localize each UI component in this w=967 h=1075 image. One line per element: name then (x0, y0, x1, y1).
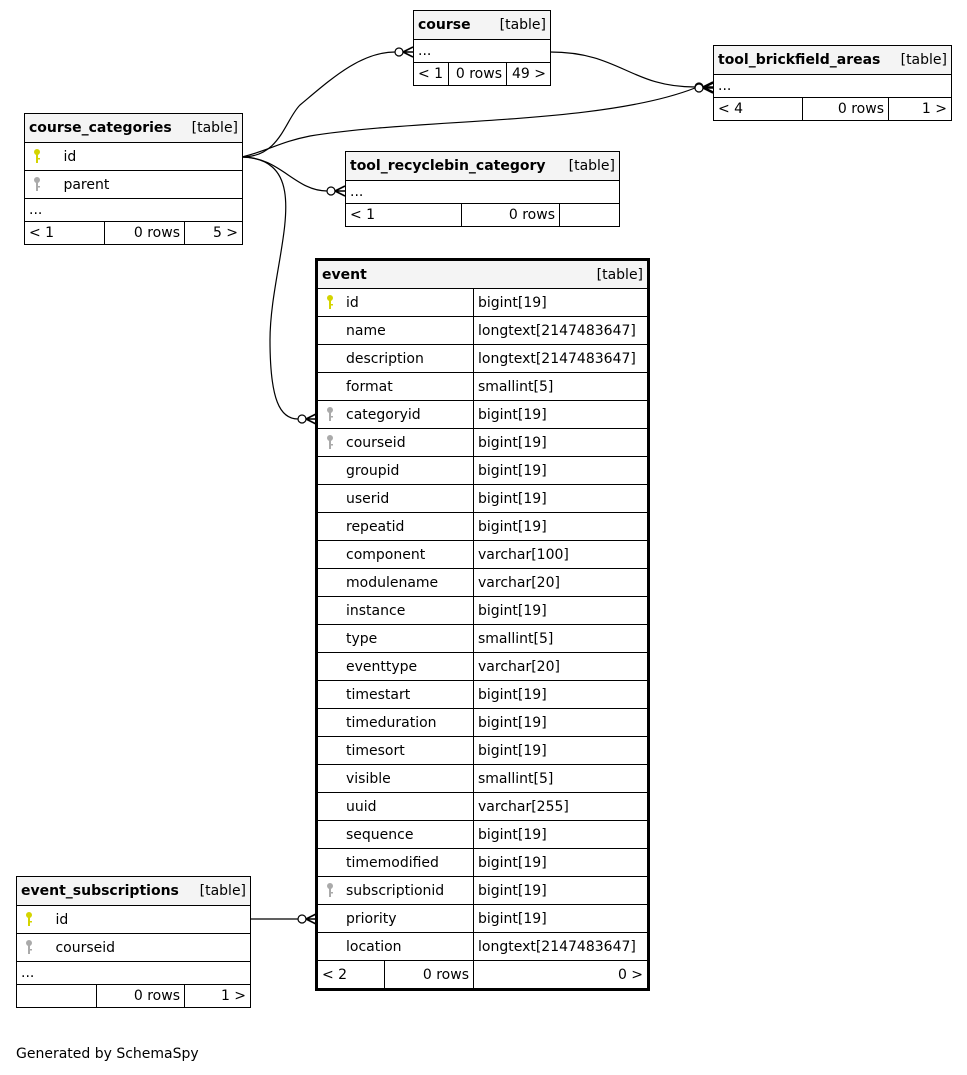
column-name: userid (346, 490, 390, 507)
column-name: id (346, 295, 359, 311)
row-count: 0 rows (385, 961, 474, 990)
table-type: [table] (499, 17, 547, 33)
line-categories-to-brickfield (242, 88, 695, 157)
column-name: subscriptionid (346, 883, 445, 899)
column-name: eventtype (346, 658, 418, 675)
column-name: timestart (346, 686, 411, 703)
column-name-cell (317, 933, 474, 961)
crows-foot-brickfield-b (695, 83, 713, 93)
parents-count: < 1 (25, 222, 105, 245)
crows-foot-event-subscriptionid (298, 914, 316, 924)
column-name-cell (317, 597, 474, 625)
column-name: timeduration (346, 714, 437, 731)
table-header (346, 152, 620, 181)
ellipsis-row: ... (17, 962, 251, 985)
column-name-cell (317, 429, 474, 457)
table-header (414, 11, 551, 40)
column-row[interactable] (317, 793, 649, 821)
column-name: type (346, 630, 378, 647)
column-name: visible (346, 770, 391, 787)
column-datatype: bigint[19] (474, 821, 649, 849)
parents-count (17, 985, 97, 1008)
line-categories-to-course (242, 52, 395, 157)
column-name-cell (317, 485, 474, 513)
children-count: 0 > (474, 961, 649, 990)
table-event-subscriptions[interactable] (16, 876, 251, 1008)
generated-by-footer: Generated by SchemaSpy (16, 1046, 199, 1062)
column-row[interactable] (317, 457, 649, 485)
column-name: description (346, 350, 424, 367)
foreign-key-icon (322, 434, 346, 451)
column-row[interactable] (317, 849, 649, 877)
column-datatype: smallint[5] (474, 765, 649, 793)
crows-foot-event-categoryid (298, 414, 316, 424)
ellipsis-row: ... (414, 40, 551, 63)
ellipsis-row: ... (25, 199, 243, 222)
column-name: location (346, 938, 402, 955)
column-row[interactable] (317, 317, 649, 345)
row-count: 0 rows (105, 222, 185, 245)
column-name-cell (317, 821, 474, 849)
column-name-cell (317, 289, 474, 317)
table-type: [table] (900, 52, 947, 68)
line-categories-to-recyclebin (242, 157, 327, 191)
column-name-cell (317, 877, 474, 905)
parents-count: < 4 (714, 98, 803, 121)
column-datatype: longtext[2147483647] (474, 317, 649, 345)
column-name: timesort (346, 742, 405, 759)
column-name-cell (317, 849, 474, 877)
column-name: component (346, 546, 426, 563)
table-name: tool_recyclebin_category (350, 158, 546, 174)
column-row[interactable] (317, 709, 649, 737)
column-name-cell (317, 401, 474, 429)
column-name: parent (63, 177, 110, 193)
column-row[interactable] (317, 905, 649, 933)
ellipsis-row: ... (714, 75, 952, 98)
ellipsis-row: ... (346, 181, 620, 204)
column-datatype: bigint[19] (474, 457, 649, 485)
primary-key-icon (21, 911, 51, 928)
column-name: id (63, 149, 77, 165)
column-datatype: smallint[5] (474, 625, 649, 653)
primary-key-icon (322, 294, 346, 311)
column-datatype: bigint[19] (474, 877, 649, 905)
table-course[interactable] (413, 10, 551, 86)
column-name: repeatid (346, 518, 405, 535)
table-tool-brickfield-areas[interactable] (713, 45, 952, 121)
column-datatype: bigint[19] (474, 597, 649, 625)
parents-count: < 2 (317, 961, 385, 990)
column-name: sequence (346, 826, 414, 843)
column-name-cell (317, 625, 474, 653)
column-name: courseid (55, 940, 116, 956)
table-name: event (322, 266, 367, 283)
column-datatype: longtext[2147483647] (474, 933, 649, 961)
column-row[interactable] (317, 289, 649, 317)
column-name-cell (317, 541, 474, 569)
column-row[interactable] (317, 653, 649, 681)
column-datatype: smallint[5] (474, 373, 649, 401)
table-type: [table] (596, 266, 644, 283)
column-name-cell (317, 793, 474, 821)
column-row[interactable] (317, 485, 649, 513)
column-row[interactable] (317, 821, 649, 849)
column-datatype: bigint[19] (474, 905, 649, 933)
column-row[interactable] (317, 765, 649, 793)
table-type: [table] (191, 120, 239, 136)
column-name-cell (317, 373, 474, 401)
column-name: courseid (346, 435, 406, 451)
children-count: 49 > (507, 63, 551, 86)
column-datatype: bigint[19] (474, 681, 649, 709)
table-type: [table] (568, 158, 616, 174)
table-event[interactable] (315, 258, 650, 991)
column-row[interactable] (17, 906, 251, 934)
column-row[interactable] (317, 513, 649, 541)
column-row[interactable] (317, 541, 649, 569)
column-name-cell (317, 737, 474, 765)
column-name-cell (317, 345, 474, 373)
column-datatype: bigint[19] (474, 849, 649, 877)
children-count: 5 > (185, 222, 243, 245)
column-name: name (346, 322, 386, 339)
table-header (25, 114, 243, 143)
row-count: 0 rows (449, 63, 507, 86)
table-name: tool_brickfield_areas (718, 52, 881, 68)
column-row[interactable] (17, 934, 251, 962)
column-datatype: varchar[20] (474, 653, 649, 681)
foreign-key-icon (322, 882, 346, 899)
column-datatype: bigint[19] (474, 289, 649, 317)
row-count: 0 rows (97, 985, 185, 1008)
column-row[interactable] (317, 737, 649, 765)
table-name: course_categories (29, 120, 172, 136)
column-row[interactable] (317, 429, 649, 457)
column-row[interactable] (317, 569, 649, 597)
table-course-categories[interactable] (24, 113, 243, 245)
column-datatype: bigint[19] (474, 513, 649, 541)
column-name: uuid (346, 798, 377, 815)
column-row[interactable] (317, 401, 649, 429)
table-header (714, 46, 952, 75)
children-count (560, 204, 620, 227)
column-row[interactable] (317, 681, 649, 709)
column-datatype: bigint[19] (474, 401, 649, 429)
column-datatype: varchar[100] (474, 541, 649, 569)
parents-count: < 1 (346, 204, 462, 227)
column-row[interactable] (317, 877, 649, 905)
table-name: course (418, 17, 471, 33)
column-datatype: bigint[19] (474, 429, 649, 457)
column-row[interactable] (317, 345, 649, 373)
column-row[interactable] (25, 143, 243, 171)
children-count: 1 > (889, 98, 952, 121)
column-name-cell (317, 709, 474, 737)
line-categories-to-event (242, 157, 298, 419)
foreign-key-icon (29, 176, 59, 193)
table-type: [table] (199, 883, 247, 899)
foreign-key-icon (322, 406, 346, 423)
table-header (17, 877, 251, 906)
column-name-cell (317, 765, 474, 793)
column-name: id (55, 912, 69, 928)
table-name: event_subscriptions (21, 883, 179, 899)
children-count: 1 > (185, 985, 251, 1008)
crows-foot-course (395, 47, 413, 57)
row-count: 0 rows (803, 98, 889, 121)
column-datatype: varchar[255] (474, 793, 649, 821)
column-name-cell (317, 317, 474, 345)
column-name-cell (317, 569, 474, 597)
crows-foot-recyclebin (327, 186, 345, 196)
parents-count: < 1 (414, 63, 449, 86)
column-name: groupid (346, 462, 400, 479)
column-name: modulename (346, 574, 439, 591)
column-row[interactable] (317, 625, 649, 653)
column-name-cell (317, 681, 474, 709)
column-name-cell (317, 513, 474, 541)
column-name-cell (317, 653, 474, 681)
foreign-key-icon (21, 939, 51, 956)
table-tool-recyclebin-category[interactable] (345, 151, 620, 227)
column-datatype: longtext[2147483647] (474, 345, 649, 373)
table-header (317, 260, 649, 289)
primary-key-icon (29, 148, 59, 165)
column-row[interactable] (25, 171, 243, 199)
column-row[interactable] (317, 597, 649, 625)
column-name: format (346, 378, 393, 395)
column-name-cell (317, 457, 474, 485)
column-name: instance (346, 602, 406, 619)
column-name: priority (346, 910, 397, 927)
column-datatype: bigint[19] (474, 485, 649, 513)
column-name: timemodified (346, 854, 439, 871)
column-name-cell (317, 905, 474, 933)
row-count: 0 rows (462, 204, 560, 227)
column-datatype: bigint[19] (474, 709, 649, 737)
line-course-to-brickfield (550, 52, 695, 87)
column-row[interactable] (317, 373, 649, 401)
column-name: categoryid (346, 407, 421, 423)
column-row[interactable] (317, 933, 649, 961)
column-datatype: bigint[19] (474, 737, 649, 765)
column-datatype: varchar[20] (474, 569, 649, 597)
